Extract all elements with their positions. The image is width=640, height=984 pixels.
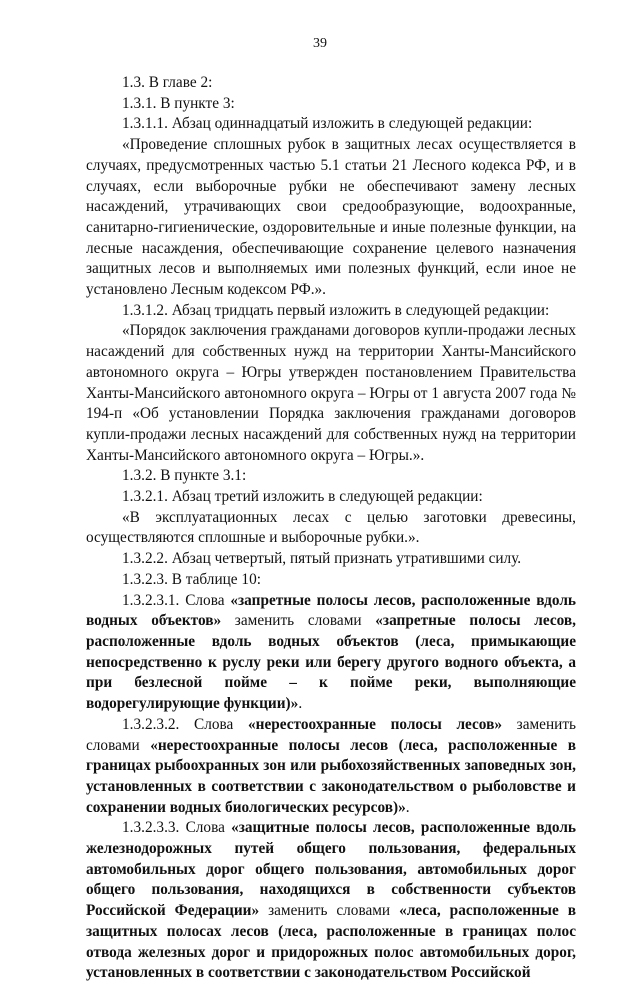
- text-run: заменить словами: [259, 902, 400, 920]
- text-run: 1.3.2.1. Абзац третий изложить в следующей редакции:: [122, 488, 483, 506]
- text-run: «Порядок заключения гражданами договоров купли-продажи лесных насаждений для собственных нужд на территории Ханты-Мансийского автономного округа – Югры утвержден постановлением Правительства Ханты-Мансийского автономного округа – Югры от 1 августа 2007 года № 194-п «Об установлении Порядка заключения гражданами договоров купли-продажи лесных насаждений для собственных нужд на территории Ханты-Мансийского автономного округа – Югры.».: [86, 322, 576, 464]
- paragraph: [86, 818, 576, 984]
- paragraph: [86, 570, 576, 591]
- bold-text-run: «запретные полосы лесов, расположенные вдоль водных объектов (леса, примыкающие непосредственно к руслу реки или берегу другого водного объекта, а при безлесной пойме – к пойме реки, выполняющие водорегулирующие функции)»: [86, 612, 576, 713]
- text-run: 1.3.2.3.1. Слова: [122, 591, 231, 609]
- paragraph: [86, 321, 576, 466]
- text-run: 1.3.2. В пункте 3.1:: [122, 467, 247, 485]
- bold-text-run: «защитные полосы лесов, расположенные вдоль железнодорожных путей общего пользования, федеральных автомобильных дорог общего пользования, автомобильных дорог общего пользования, находящихся в собственности субъектов Российской Федерации»: [86, 819, 576, 920]
- text-run: заменить словами: [86, 715, 576, 754]
- text-run: «Проведение сплошных рубок в защитных лесах осуществляется в случаях, предусмотренных частью 5.1 статьи 21 Лесного кодекса РФ, и в случаях, если выборочные рубки не обеспечивают замену лесных насаждений, утрачивающих свои средообразующие, водоохранные, санитарно-гигиенические, оздоровительные и иные полезные функции, на лесные насаждения, обеспечивающие сохранение целевого назначения защитных лесов и выполняемых ими полезных функций, если иное не установлено Лесным кодексом РФ.».: [86, 136, 576, 299]
- paragraph: [86, 549, 576, 570]
- paragraph: [86, 114, 576, 135]
- text-run: 1.3. В главе 2:: [122, 74, 213, 91]
- page-number: 39: [313, 36, 327, 51]
- bold-text-run: «нерестоохранные полосы лесов (леса, расположенные в границах рыбоохранных зон или рыбохозяйственных заповедных зон, установленных в соответствии с законодательством о рыболовстве и сохранении водных биологических ресурсов)»: [86, 736, 576, 816]
- paragraph: [86, 487, 576, 508]
- text-run: 1.3.2.2. Абзац четвертый, пятый признать утратившими силу.: [122, 550, 522, 568]
- paragraph: [86, 591, 576, 715]
- text-run: 1.3.2.3. В таблице 10:: [122, 570, 261, 588]
- bold-text-run: «запретные полосы лесов, расположенные вдоль водных объектов»: [86, 591, 577, 630]
- paragraph: [86, 715, 576, 819]
- paragraph: [86, 466, 576, 487]
- text-run: 1.3.1.1. Абзац одиннадцатый изложить в следующей редакции:: [122, 115, 533, 133]
- text-run: .: [405, 798, 410, 816]
- text-run: 1.3.1.2. Абзац тридцать первый изложить в следующей редакции:: [122, 301, 550, 319]
- paragraph: [86, 508, 576, 549]
- paragraph: [86, 135, 576, 301]
- text-run: 1.3.2.3.2. Слова: [122, 715, 248, 733]
- paragraph: [86, 73, 576, 94]
- bold-text-run: «леса, расположенные в защитных полосах лесов (леса, расположенные в границах полос отвода железных дорог и придорожных полос автомобильных дорог, установленных в соответствии с законодательством Российской: [86, 902, 576, 982]
- paragraph: [86, 301, 576, 322]
- document-body: [86, 73, 576, 984]
- text-run: заменить словами: [221, 612, 376, 630]
- text-run: .: [298, 695, 303, 713]
- text-run: 1.3.1. В пункте 3:: [122, 94, 235, 112]
- text-run: 1.3.2.3.3. Слова: [122, 819, 232, 837]
- text-run: «В эксплуатационных лесах с целью заготовки древесины, осуществляются сплошные и выборочные рубки.».: [86, 508, 576, 547]
- paragraph: [86, 94, 576, 115]
- bold-text-run: «нерестоохранные полосы лесов»: [247, 715, 502, 733]
